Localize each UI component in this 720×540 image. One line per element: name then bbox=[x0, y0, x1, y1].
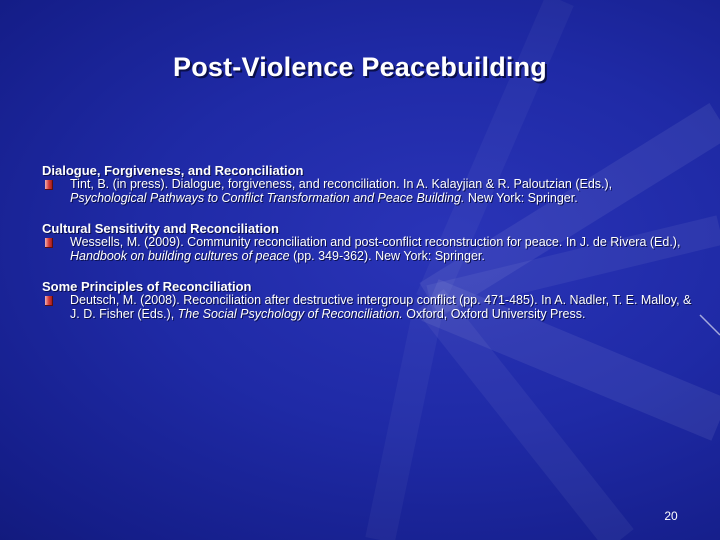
reference-section bbox=[42, 221, 692, 263]
reference-text: Deutsch, M. (2008). Reconciliation after destructive intergroup conflict (pp. 471-485). In A. Nadler, T. E. Malloy, & J. D. Fisher (Eds.), bbox=[70, 293, 692, 321]
reference-title: Handbook on building cultures of peace bbox=[70, 248, 290, 263]
reference-title: Psychological Pathways to Conflict Transformation and Peace Building. bbox=[70, 190, 465, 205]
references-list bbox=[42, 163, 692, 337]
reference-entry bbox=[42, 178, 692, 205]
bullet-icon bbox=[45, 296, 53, 306]
reference-section bbox=[42, 279, 692, 321]
bullet-icon bbox=[45, 238, 53, 248]
reference-entry bbox=[42, 294, 692, 321]
section-heading: Dialogue, Forgiveness, and Reconciliation bbox=[42, 163, 304, 178]
section-heading: Some Principles of Reconciliation bbox=[42, 279, 252, 294]
reference-text-end: (pp. 349-362). New York: Springer. bbox=[289, 248, 485, 263]
reference-entry bbox=[42, 236, 692, 263]
reference-text: Tint, B. (in press). Dialogue, forgiveness, and reconciliation. In A. Kalayjian & R. Paloutzian (Eds.), bbox=[70, 177, 613, 191]
reference-text-end: Oxford, Oxford University Press. bbox=[402, 306, 586, 321]
reference-title: The Social Psychology of Reconciliation. bbox=[177, 306, 403, 321]
section-heading: Cultural Sensitivity and Reconciliation bbox=[42, 221, 279, 236]
bullet-icon bbox=[45, 180, 53, 190]
reference-section bbox=[42, 163, 692, 205]
slide-title: Post-Violence Peacebuilding bbox=[173, 52, 547, 82]
reference-text: Wessells, M. (2009). Community reconciliation and post-conflict reconstruction for peace. In J. de Rivera (Ed.), bbox=[70, 235, 681, 249]
reference-text-end: New York: Springer. bbox=[464, 190, 578, 205]
page-number: 20 bbox=[664, 509, 678, 523]
